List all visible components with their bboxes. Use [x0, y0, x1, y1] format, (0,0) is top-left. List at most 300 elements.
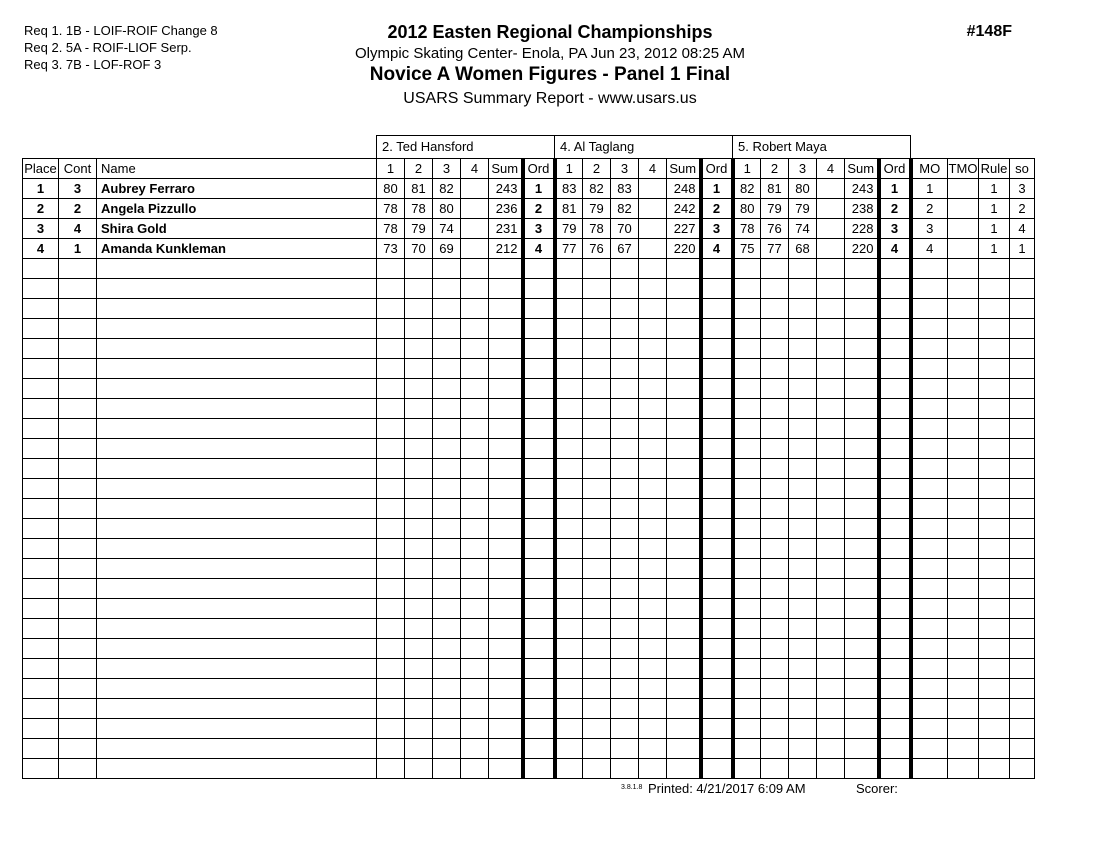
empty-row — [23, 599, 1035, 619]
empty-cell — [377, 299, 405, 319]
empty-cell — [979, 339, 1010, 359]
empty-cell — [817, 339, 845, 359]
empty-cell — [461, 279, 489, 299]
empty-cell — [461, 659, 489, 679]
empty-cell — [733, 539, 761, 559]
empty-cell — [611, 719, 639, 739]
empty-cell — [667, 559, 701, 579]
empty-cell — [1010, 479, 1035, 499]
name-cell: Angela Pizzullo — [97, 199, 377, 219]
empty-cell — [879, 459, 911, 479]
empty-cell — [879, 619, 911, 639]
empty-cell — [667, 379, 701, 399]
empty-cell — [911, 639, 948, 659]
empty-cell — [639, 719, 667, 739]
ord-cell-j1: 1 — [523, 179, 555, 199]
empty-cell — [433, 259, 461, 279]
mo-cell: 1 — [911, 179, 948, 199]
empty-cell — [555, 499, 583, 519]
requirement-line: Req 3. 7B - LOF-ROF 3 — [24, 57, 162, 72]
empty-cell — [23, 379, 59, 399]
empty-cell — [789, 619, 817, 639]
empty-cell — [23, 699, 59, 719]
empty-cell — [733, 479, 761, 499]
score-cell-j2-1: 83 — [555, 179, 583, 199]
empty-cell — [405, 479, 433, 499]
empty-cell — [789, 359, 817, 379]
empty-cell — [639, 279, 667, 299]
empty-cell — [733, 319, 761, 339]
empty-cell — [461, 719, 489, 739]
empty-cell — [59, 479, 97, 499]
empty-cell — [97, 599, 377, 619]
empty-cell — [789, 659, 817, 679]
empty-cell — [1010, 299, 1035, 319]
empty-cell — [59, 419, 97, 439]
empty-cell — [583, 299, 611, 319]
empty-cell — [789, 759, 817, 779]
empty-cell — [948, 619, 979, 639]
empty-cell — [879, 319, 911, 339]
empty-row — [23, 419, 1035, 439]
empty-cell — [789, 559, 817, 579]
score-cell-j1-3: 80 — [433, 199, 461, 219]
empty-cell — [639, 659, 667, 679]
empty-cell — [789, 519, 817, 539]
empty-cell — [761, 279, 789, 299]
empty-cell — [583, 419, 611, 439]
empty-cell — [59, 759, 97, 779]
empty-cell — [845, 599, 879, 619]
empty-cell — [377, 379, 405, 399]
scorer-label: Scorer: — [856, 781, 898, 796]
ord-cell-j2: 1 — [701, 179, 733, 199]
empty-cell — [433, 519, 461, 539]
empty-cell — [433, 739, 461, 759]
empty-cell — [461, 399, 489, 419]
empty-cell — [489, 339, 523, 359]
empty-cell — [433, 379, 461, 399]
empty-cell — [433, 539, 461, 559]
header-judge2-1: 1 — [555, 159, 583, 179]
empty-cell — [405, 359, 433, 379]
empty-cell — [97, 519, 377, 539]
empty-cell — [405, 339, 433, 359]
empty-cell — [789, 639, 817, 659]
mo-cell: 3 — [911, 219, 948, 239]
empty-cell — [789, 259, 817, 279]
empty-cell — [911, 279, 948, 299]
empty-cell — [97, 439, 377, 459]
empty-cell — [911, 619, 948, 639]
name-cell: Shira Gold — [97, 219, 377, 239]
score-cell-j2-4 — [639, 219, 667, 239]
empty-cell — [523, 539, 555, 559]
empty-cell — [405, 399, 433, 419]
empty-cell — [555, 319, 583, 339]
empty-cell — [1010, 339, 1035, 359]
header-judge1-3: 3 — [433, 159, 461, 179]
empty-cell — [523, 299, 555, 319]
requirement-line: Req 2. 5A - ROIF-LIOF Serp. — [24, 40, 192, 55]
score-cell-j3-4 — [817, 199, 845, 219]
score-cell-j2-2: 82 — [583, 179, 611, 199]
empty-cell — [523, 399, 555, 419]
empty-cell — [611, 699, 639, 719]
empty-cell — [979, 439, 1010, 459]
empty-cell — [523, 599, 555, 619]
empty-cell — [523, 739, 555, 759]
empty-row — [23, 459, 1035, 479]
score-cell-j2-2: 76 — [583, 239, 611, 259]
empty-cell — [555, 739, 583, 759]
empty-cell — [461, 319, 489, 339]
place-cell: 4 — [23, 239, 59, 259]
empty-cell — [405, 599, 433, 619]
score-cell-j2-1: 79 — [555, 219, 583, 239]
empty-cell — [701, 339, 733, 359]
empty-cell — [733, 579, 761, 599]
header-judge1-4: 4 — [461, 159, 489, 179]
empty-cell — [405, 579, 433, 599]
empty-cell — [523, 439, 555, 459]
empty-cell — [377, 399, 405, 419]
empty-cell — [23, 539, 59, 559]
empty-cell — [489, 639, 523, 659]
empty-cell — [59, 379, 97, 399]
score-cell-j3-3: 74 — [789, 219, 817, 239]
empty-cell — [761, 639, 789, 659]
empty-cell — [817, 559, 845, 579]
header-judge2-4: 4 — [639, 159, 667, 179]
empty-cell — [639, 479, 667, 499]
empty-cell — [667, 579, 701, 599]
empty-cell — [523, 359, 555, 379]
empty-cell — [761, 439, 789, 459]
header-so: so — [1010, 159, 1035, 179]
empty-cell — [59, 719, 97, 739]
empty-cell — [1010, 599, 1035, 619]
header-judge1-1: 1 — [377, 159, 405, 179]
empty-cell — [1010, 699, 1035, 719]
empty-row — [23, 659, 1035, 679]
empty-cell — [489, 599, 523, 619]
place-cell: 3 — [23, 219, 59, 239]
empty-cell — [555, 379, 583, 399]
empty-row — [23, 539, 1035, 559]
empty-cell — [523, 719, 555, 739]
ord-cell-j3: 3 — [879, 219, 911, 239]
empty-cell — [733, 339, 761, 359]
score-cell-j1-4 — [461, 179, 489, 199]
empty-cell — [911, 419, 948, 439]
tmo-cell — [948, 219, 979, 239]
empty-cell — [461, 699, 489, 719]
empty-cell — [979, 719, 1010, 739]
empty-cell — [97, 299, 377, 319]
empty-cell — [377, 579, 405, 599]
empty-cell — [1010, 319, 1035, 339]
score-cell-j3-2: 77 — [761, 239, 789, 259]
empty-cell — [97, 339, 377, 359]
score-cell-j1-4 — [461, 199, 489, 219]
empty-cell — [583, 459, 611, 479]
empty-cell — [433, 459, 461, 479]
empty-cell — [817, 539, 845, 559]
empty-cell — [23, 719, 59, 739]
empty-cell — [433, 359, 461, 379]
score-cell-j2-2: 78 — [583, 219, 611, 239]
empty-cell — [911, 599, 948, 619]
empty-cell — [667, 419, 701, 439]
score-cell-j3-4 — [817, 239, 845, 259]
empty-cell — [461, 379, 489, 399]
header-place: Place — [23, 159, 59, 179]
empty-cell — [845, 479, 879, 499]
empty-cell — [911, 259, 948, 279]
empty-cell — [639, 319, 667, 339]
empty-cell — [948, 479, 979, 499]
empty-row — [23, 759, 1035, 779]
empty-cell — [611, 439, 639, 459]
empty-cell — [461, 519, 489, 539]
empty-cell — [701, 379, 733, 399]
empty-cell — [611, 579, 639, 599]
empty-cell — [639, 339, 667, 359]
empty-cell — [817, 359, 845, 379]
empty-cell — [59, 599, 97, 619]
empty-cell — [911, 359, 948, 379]
empty-cell — [845, 399, 879, 419]
empty-cell — [879, 479, 911, 499]
header-judge3-1: 1 — [733, 159, 761, 179]
empty-cell — [667, 399, 701, 419]
empty-cell — [639, 519, 667, 539]
empty-cell — [461, 359, 489, 379]
empty-cell — [611, 679, 639, 699]
empty-cell — [761, 519, 789, 539]
empty-cell — [911, 339, 948, 359]
empty-cell — [733, 419, 761, 439]
empty-cell — [733, 619, 761, 639]
score-cell-j2-3: 83 — [611, 179, 639, 199]
empty-cell — [433, 479, 461, 499]
empty-cell — [948, 639, 979, 659]
empty-cell — [948, 659, 979, 679]
empty-cell — [701, 279, 733, 299]
header-judge2-3: 3 — [611, 159, 639, 179]
empty-cell — [377, 519, 405, 539]
result-row — [23, 179, 1035, 199]
empty-cell — [879, 299, 911, 319]
sum-cell-j3: 220 — [845, 239, 879, 259]
empty-cell — [733, 639, 761, 659]
empty-cell — [489, 479, 523, 499]
empty-cell — [911, 659, 948, 679]
ord-cell-j3: 2 — [879, 199, 911, 219]
empty-cell — [489, 279, 523, 299]
empty-cell — [555, 439, 583, 459]
empty-cell — [97, 479, 377, 499]
ord-cell-j3: 4 — [879, 239, 911, 259]
empty-cell — [23, 459, 59, 479]
empty-row — [23, 619, 1035, 639]
empty-cell — [701, 679, 733, 699]
empty-cell — [979, 419, 1010, 439]
empty-cell — [555, 639, 583, 659]
empty-cell — [59, 259, 97, 279]
empty-cell — [23, 259, 59, 279]
mo-cell: 2 — [911, 199, 948, 219]
empty-cell — [97, 319, 377, 339]
empty-cell — [461, 539, 489, 559]
empty-cell — [489, 319, 523, 339]
empty-cell — [701, 399, 733, 419]
empty-cell — [879, 339, 911, 359]
score-cell-j3-2: 79 — [761, 199, 789, 219]
empty-cell — [405, 259, 433, 279]
empty-cell — [461, 419, 489, 439]
empty-cell — [555, 359, 583, 379]
empty-cell — [433, 319, 461, 339]
empty-cell — [23, 419, 59, 439]
empty-cell — [948, 739, 979, 759]
empty-cell — [761, 419, 789, 439]
empty-cell — [405, 519, 433, 539]
empty-cell — [489, 619, 523, 639]
empty-cell — [667, 699, 701, 719]
empty-cell — [1010, 539, 1035, 559]
empty-cell — [583, 559, 611, 579]
empty-cell — [639, 459, 667, 479]
empty-cell — [761, 659, 789, 679]
empty-cell — [948, 279, 979, 299]
empty-cell — [701, 319, 733, 339]
empty-cell — [523, 459, 555, 479]
empty-cell — [979, 319, 1010, 339]
empty-cell — [555, 559, 583, 579]
empty-cell — [817, 739, 845, 759]
empty-cell — [59, 319, 97, 339]
empty-cell — [489, 259, 523, 279]
empty-cell — [489, 719, 523, 739]
empty-cell — [1010, 279, 1035, 299]
empty-cell — [911, 559, 948, 579]
judge-row-spacer-left — [23, 136, 377, 159]
empty-cell — [948, 459, 979, 479]
empty-cell — [405, 459, 433, 479]
ord-cell-j1: 4 — [523, 239, 555, 259]
empty-cell — [948, 339, 979, 359]
empty-cell — [377, 719, 405, 739]
empty-cell — [461, 439, 489, 459]
empty-cell — [667, 299, 701, 319]
empty-cell — [979, 519, 1010, 539]
empty-cell — [23, 399, 59, 419]
empty-cell — [979, 559, 1010, 579]
empty-row — [23, 439, 1035, 459]
empty-cell — [59, 739, 97, 759]
empty-cell — [817, 259, 845, 279]
tmo-cell — [948, 199, 979, 219]
empty-cell — [523, 479, 555, 499]
empty-cell — [761, 479, 789, 499]
empty-cell — [489, 379, 523, 399]
empty-cell — [701, 519, 733, 539]
empty-cell — [23, 559, 59, 579]
empty-cell — [377, 639, 405, 659]
empty-cell — [733, 439, 761, 459]
empty-cell — [59, 619, 97, 639]
empty-cell — [523, 499, 555, 519]
empty-cell — [97, 759, 377, 779]
empty-cell — [789, 699, 817, 719]
score-cell-j1-3: 82 — [433, 179, 461, 199]
empty-cell — [701, 539, 733, 559]
empty-cell — [611, 639, 639, 659]
empty-cell — [523, 379, 555, 399]
column-header-row — [23, 159, 1035, 179]
empty-cell — [817, 519, 845, 539]
empty-cell — [489, 299, 523, 319]
empty-row — [23, 579, 1035, 599]
sum-cell-j1: 236 — [489, 199, 523, 219]
empty-cell — [733, 279, 761, 299]
empty-cell — [879, 539, 911, 559]
empty-cell — [979, 579, 1010, 599]
score-cell-j1-1: 78 — [377, 219, 405, 239]
empty-cell — [979, 699, 1010, 719]
empty-cell — [879, 579, 911, 599]
empty-cell — [733, 679, 761, 699]
score-cell-j1-3: 69 — [433, 239, 461, 259]
empty-cell — [667, 739, 701, 759]
empty-cell — [879, 699, 911, 719]
empty-cell — [489, 519, 523, 539]
empty-cell — [979, 359, 1010, 379]
empty-cell — [701, 619, 733, 639]
score-cell-j3-1: 78 — [733, 219, 761, 239]
empty-cell — [611, 359, 639, 379]
empty-cell — [789, 419, 817, 439]
empty-cell — [555, 259, 583, 279]
empty-cell — [1010, 659, 1035, 679]
empty-cell — [789, 279, 817, 299]
score-cell-j1-2: 79 — [405, 219, 433, 239]
empty-cell — [23, 299, 59, 319]
empty-cell — [611, 459, 639, 479]
empty-cell — [817, 639, 845, 659]
empty-cell — [667, 259, 701, 279]
empty-cell — [701, 739, 733, 759]
empty-cell — [1010, 399, 1035, 419]
empty-cell — [667, 539, 701, 559]
empty-cell — [611, 659, 639, 679]
empty-cell — [879, 559, 911, 579]
empty-cell — [639, 299, 667, 319]
header-judge3-4: 4 — [817, 159, 845, 179]
empty-cell — [555, 399, 583, 419]
empty-cell — [97, 679, 377, 699]
empty-cell — [555, 339, 583, 359]
empty-cell — [667, 459, 701, 479]
empty-cell — [461, 619, 489, 639]
rule-cell: 1 — [979, 219, 1010, 239]
empty-cell — [817, 759, 845, 779]
empty-cell — [405, 299, 433, 319]
name-cell: Aubrey Ferraro — [97, 179, 377, 199]
empty-cell — [555, 619, 583, 639]
